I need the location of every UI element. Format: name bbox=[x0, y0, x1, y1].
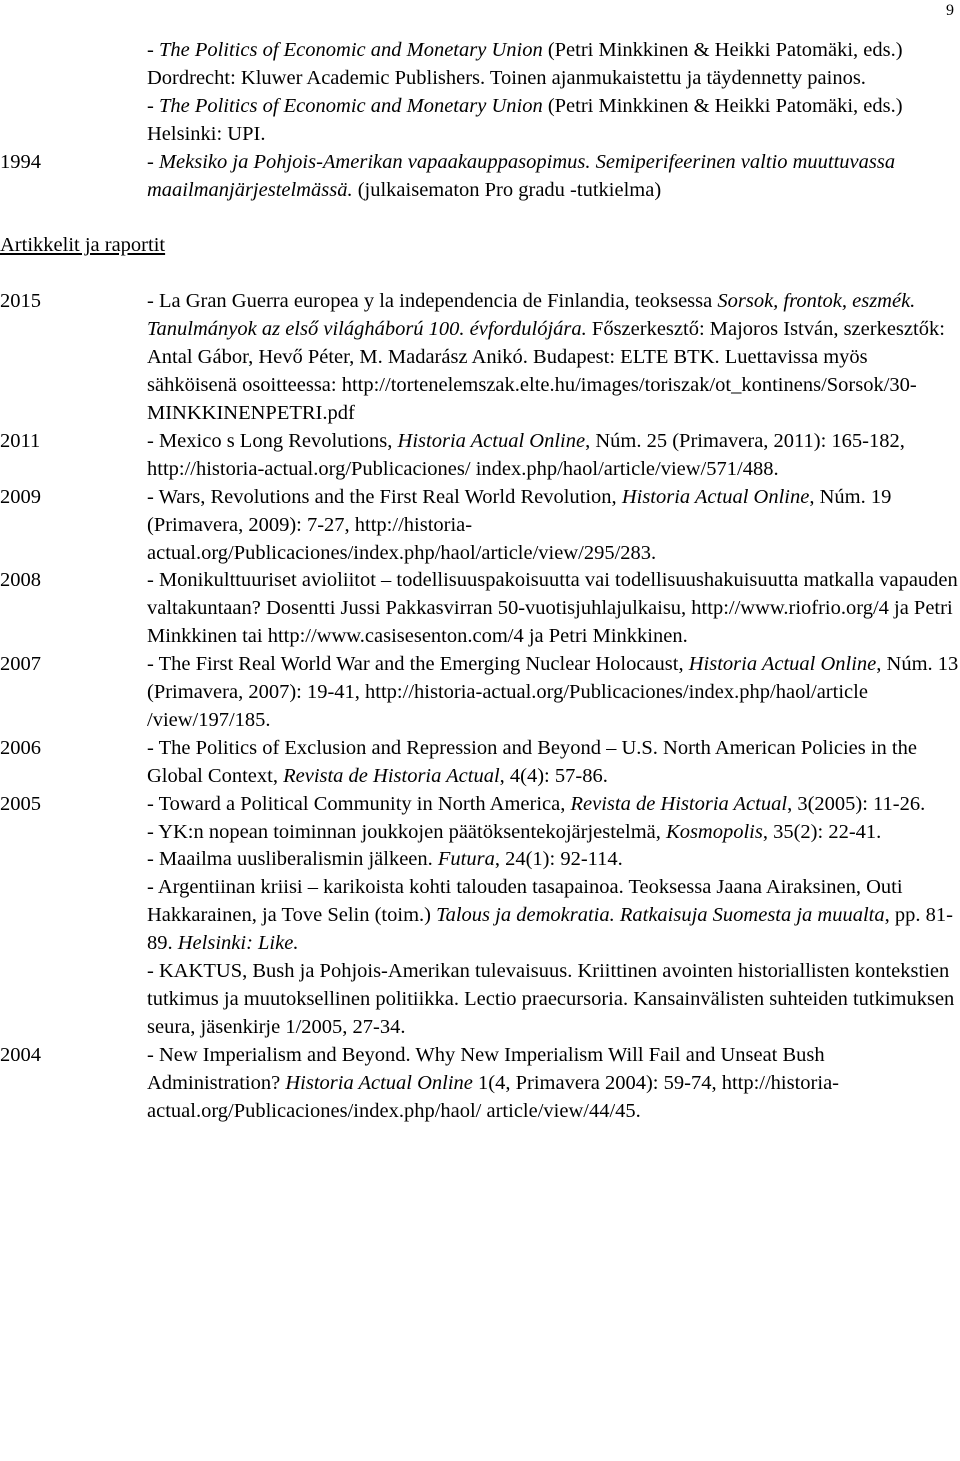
publication-entries bbox=[147, 1042, 960, 1126]
publication-text: , 24(1): 92-114. bbox=[494, 848, 623, 871]
publication-entries bbox=[147, 735, 960, 791]
publication-text: - The Politics of Exclusion and Repression and Beyond – U.S. North American Policies in the Global Context, bbox=[147, 736, 917, 787]
publication-text: (Petri Minkkinen & Heikki Patomäki, eds.) Dordrecht: Kluwer Academic Publishers. Toinen ajanmukaistettu ja täydennetty painos. bbox=[147, 39, 903, 89]
publication-entries bbox=[147, 149, 960, 205]
publication-year: 2011 bbox=[0, 429, 41, 452]
publication-year: 1994 bbox=[0, 150, 41, 173]
publication-entry bbox=[147, 567, 960, 651]
publication-text: - The First Real World War and the Emerging Nuclear Holocaust, bbox=[147, 653, 689, 676]
publication-entries bbox=[147, 791, 960, 1042]
publication-title-italic: Historia Actual Online bbox=[688, 653, 877, 676]
publication-text: - Maailma uusliberalismin jälkeen. bbox=[147, 848, 438, 871]
publication-text: (julkaisematon Pro gradu -tutkielma) bbox=[352, 178, 662, 201]
publication-text: - Argentiinan kriisi – karikoista kohti talouden tasapainoa. Teoksessa Jaana Airaksinen, Outi Hakkarainen, ja Tove Selin (toim.) bbox=[147, 876, 903, 927]
publication-entries bbox=[147, 567, 960, 651]
publication-title-italic: Historia Actual Online bbox=[285, 1071, 473, 1094]
publication-text: - Mexico s Long Revolutions, bbox=[147, 429, 398, 452]
publication-entries bbox=[147, 484, 960, 568]
publication-text: 1(4, Primavera 2004): 59-74, http://historia-actual.org/Publicaciones/index.php/haol/ article/view/44/45. bbox=[147, 1071, 839, 1122]
publication-title-italic: The Politics of Economic and Monetary Union bbox=[158, 94, 543, 117]
publication-text: , pp. 81-89. bbox=[147, 904, 953, 955]
publication-text: , Núm. 25 (Primavera, 2011): 165-182, http://historia-actual.org/Publicaciones/ index.php/haol/article/view/571/488. bbox=[147, 429, 905, 480]
publication-text: - Monikulttuuriset avioliitot – todellisuuspakoisuutta vai todellisuushakuisuutta matkalla vapauden valtakuntaan? Dosentti Jussi Pakkasvirran 50-vuotisjuhlajulkaisu, http://www.riofrio.org/4 ja Petri Minkkinen tai http://www.casisesenton.com/4 ja Petri Minkkinen. bbox=[147, 569, 958, 648]
publication-text: - La Gran Guerra europea y la independencia de Finlandia, teoksessa bbox=[147, 290, 718, 313]
publication-year-group bbox=[0, 651, 960, 735]
publication-year: 2005 bbox=[0, 792, 41, 815]
publication-year: 2007 bbox=[0, 653, 41, 676]
publication-title-italic: Kosmopolis bbox=[666, 820, 763, 843]
publication-text: , 35(2): 22-41. bbox=[762, 820, 882, 843]
publication-year-group bbox=[0, 1042, 960, 1126]
publication-entry bbox=[147, 791, 960, 819]
publication-title-italic: - Meksiko ja Pohjois-Amerikan vapaakauppasopimus. Semiperifeerinen valtio muuttuvassa maailmanjärjestelmässä. bbox=[147, 150, 896, 201]
publication-text: (Petri Minkkinen & Heikki Patomäki, eds.) Helsinki: UPI. bbox=[147, 94, 903, 145]
articles-list bbox=[0, 288, 960, 1125]
publication-entry bbox=[147, 288, 960, 428]
publications-books-list bbox=[0, 37, 960, 204]
publication-year: 2008 bbox=[0, 569, 41, 592]
publication-year-group bbox=[0, 149, 960, 205]
page-number: 9 bbox=[946, 2, 954, 19]
publication-entries bbox=[147, 428, 960, 484]
publication-entry bbox=[147, 846, 960, 874]
publication-year-group bbox=[0, 791, 960, 1042]
publication-text: , Núm. 19 (Primavera, 2009): 7-27, http://historia-actual.org/Publicaciones/index.php/haol/article/view/295/283. bbox=[147, 485, 892, 564]
publication-text: , 3(2005): 11-26. bbox=[787, 792, 926, 815]
publication-title-italic: Helsinki: Like. bbox=[177, 932, 299, 955]
publication-entries bbox=[147, 288, 960, 428]
section-heading bbox=[0, 232, 960, 260]
publication-text: , 4(4): 57-86. bbox=[499, 764, 608, 787]
publication-title-italic: Revista de Historia Actual bbox=[570, 792, 788, 815]
publication-text: - Toward a Political Community in North America, bbox=[147, 792, 571, 815]
publication-entry bbox=[147, 958, 960, 1042]
publication-entry bbox=[147, 874, 960, 958]
publication-year-group bbox=[0, 37, 960, 149]
publication-text: , Núm. 13 (Primavera, 2007): 19-41, http://historia-actual.org/Publicaciones/index.php/haol/article /view/197/185. bbox=[147, 653, 959, 731]
publication-entries bbox=[147, 37, 960, 149]
publication-year-group bbox=[0, 288, 960, 428]
publication-title-italic: Historia Actual Online bbox=[397, 429, 586, 452]
publication-title-italic: The Politics of Economic and Monetary Union bbox=[158, 39, 543, 61]
publication-text: - KAKTUS, Bush ja Pohjois-Amerikan tulevaisuus. Kriittinen avointen historiallisten kontekstien tutkimus ja muutoksellinen politiikka. Lectio praecursoria. Kansainvälisten suhteiden tutkimuksen seura, jäsenkirje 1/2005, 27-34. bbox=[147, 960, 955, 1038]
publication-year-group bbox=[0, 735, 960, 791]
publication-text: - bbox=[147, 39, 159, 61]
publication-year-group bbox=[0, 428, 960, 484]
publication-entry bbox=[147, 735, 960, 791]
publication-text: - bbox=[147, 94, 159, 117]
publication-text: - New Imperialism and Beyond. Why New Imperialism Will Fail and Unseat Bush Administration? bbox=[147, 1043, 825, 1094]
publication-entries bbox=[147, 651, 960, 735]
publication-entry bbox=[147, 484, 960, 568]
publication-year: 2006 bbox=[0, 736, 41, 759]
publication-year: 2015 bbox=[0, 290, 41, 313]
section-heading-text: Artikkelit ja raportit bbox=[0, 234, 166, 257]
publication-entry bbox=[147, 149, 960, 205]
publication-text: - Wars, Revolutions and the First Real World Revolution, bbox=[147, 485, 622, 508]
publication-entry bbox=[147, 651, 960, 735]
publication-entry bbox=[147, 428, 960, 484]
publication-year bbox=[0, 37, 147, 149]
publication-text: Főszerkesztő: Majoros István, szerkesztők: Antal Gábor, Hevő Péter, M. Madarász Anikó. Budapest: ELTE BTK. Luettavissa myös sähköisenä osoitteessa: http://tortenelemszak.elte.hu/images/toriszak/ot_kontinens/Sorsok/30-MINKKINENPETRI.pdf bbox=[147, 318, 945, 424]
publication-entry bbox=[147, 1042, 960, 1126]
publication-year-group bbox=[0, 484, 960, 568]
publication-year: 2009 bbox=[0, 485, 41, 508]
publication-year-group bbox=[0, 567, 960, 651]
publication-entry bbox=[147, 93, 960, 149]
publication-entry bbox=[147, 37, 960, 93]
publication-title-italic: Futura bbox=[437, 848, 495, 871]
cv-page bbox=[0, 37, 960, 1126]
publication-text: - YK:n nopean toiminnan joukkojen päätöksentekojärjestelmä, bbox=[147, 820, 667, 843]
publication-title-italic: Talous ja demokratia. Ratkaisuja Suomesta ja muualta bbox=[436, 904, 885, 927]
publication-entry bbox=[147, 819, 960, 847]
publication-title-italic: Revista de Historia Actual bbox=[283, 764, 500, 787]
publication-title-italic: Historia Actual Online bbox=[621, 485, 810, 508]
publication-title-italic: Sorsok, frontok, eszmék. Tanulmányok az első világháború 100. évfordulójára. bbox=[147, 290, 916, 341]
publication-year: 2004 bbox=[0, 1043, 41, 1066]
